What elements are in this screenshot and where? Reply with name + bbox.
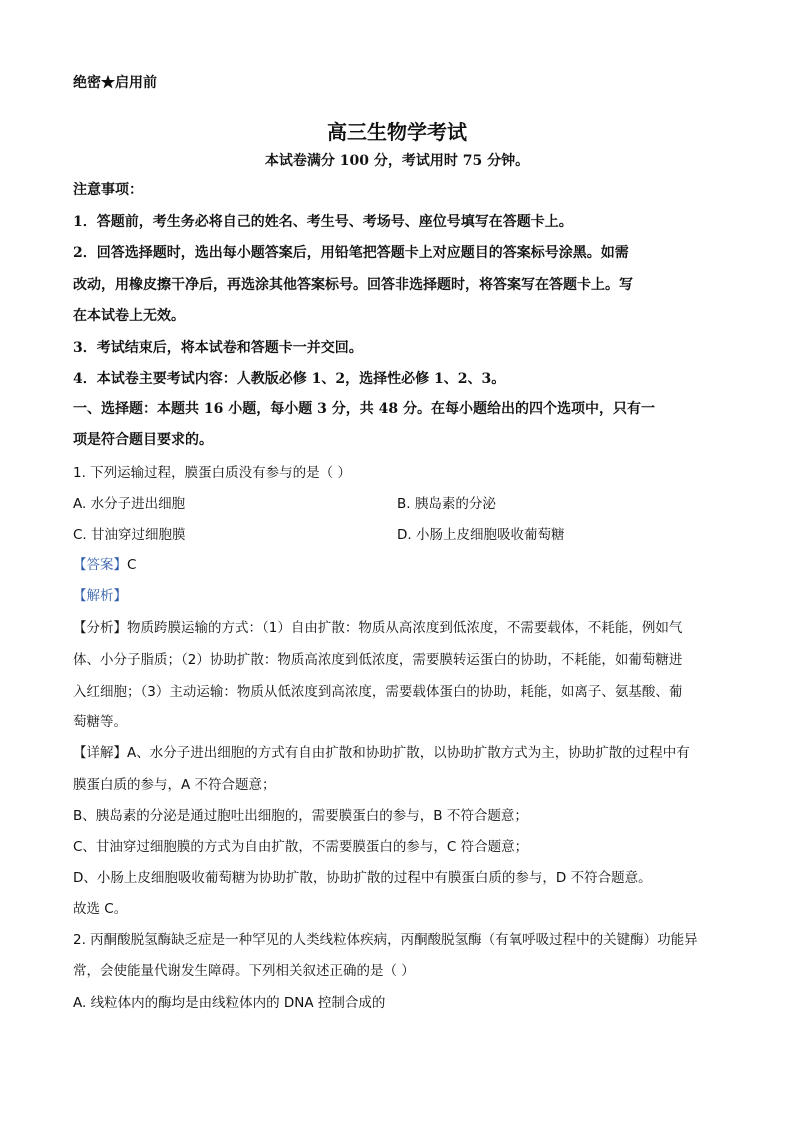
question-1-xiangjie-line-3: B、胰岛素的分泌是通过胞吐出细胞的，需要膜蛋白的参与，B 不符合题意；	[73, 808, 528, 824]
confidential-label: 绝密★启用前	[73, 75, 157, 91]
question-1-fenxi-line-2: 体、小分子脂质；（2）协助扩散：物质高浓度到低浓度，需要膜转运蛋白的协助，不耗能，如葡萄糖进	[73, 652, 683, 668]
question-1-fenxi-line-4: 萄糖等。	[73, 714, 127, 730]
section-heading-line-2: 项是符合题目要求的。	[73, 432, 213, 448]
exam-info: 本试卷满分 100 分，考试用时 75 分钟。	[264, 153, 530, 169]
question-1-option-d: D. 小肠上皮细胞吸收葡萄糖	[397, 527, 565, 543]
question-2-stem-line-2: 常，会使能量代谢发生障碍。下列相关叙述正确的是（ ）	[73, 963, 415, 979]
question-1-analysis-heading	[73, 587, 127, 605]
analysis-tag: 【解析】	[73, 588, 127, 604]
question-1-option-c: C. 甘油穿过细胞膜	[73, 527, 186, 543]
answer-tag: 【答案】	[73, 557, 127, 573]
notice-item-3: 3．考试结束后，将本试卷和答题卡一并交回。	[73, 340, 363, 356]
question-1-xiangjie-line-1	[73, 744, 690, 762]
notice-item-1: 1．答题前，考生务必将自己的姓名、考生号、考场号、座位号填写在答题卡上。	[73, 214, 573, 230]
xiangjie-text-1: A、水分子进出细胞的方式有自由扩散和协助扩散，以协助扩散方式为主，协助扩散的过程中有	[127, 745, 690, 761]
question-1-fenxi-line-1	[73, 619, 682, 637]
question-1-xiangjie-line-2: 膜蛋白质的参与，A 不符合题意；	[73, 777, 276, 793]
section-heading-line-1: 一、选择题：本题共 16 小题，每小题 3 分，共 48 分。在每小题给出的四个选项中，只有一	[73, 401, 655, 417]
xiangjie-tag: 【详解】	[73, 745, 127, 761]
question-1-answer	[73, 556, 136, 574]
question-2-stem-line-1: 2. 丙酮酸脱氢酶缺乏症是一种罕见的人类线粒体疾病，丙酮酸脱氢酶（有氧呼吸过程中的关键酶）功能异	[73, 932, 698, 948]
question-1-fenxi-line-3: 入红细胞；（3）主动运输：物质从低浓度到高浓度，需要载体蛋白的协助，耗能，如离子、氨基酸、葡	[73, 684, 683, 700]
question-1-xiangjie-line-4: C、甘油穿过细胞膜的方式为自由扩散，不需要膜蛋白的参与，C 符合题意；	[73, 839, 529, 855]
fenxi-text-1: 物质跨膜运输的方式：（1）自由扩散：物质从高浓度到低浓度，不需要载体，不耗能，例如气	[127, 620, 683, 636]
question-1-option-a: A. 水分子进出细胞	[73, 496, 186, 512]
notice-heading: 注意事项：	[73, 182, 143, 198]
question-1-stem: 1. 下列运输过程，膜蛋白质没有参与的是（ ）	[73, 465, 351, 481]
notice-item-2-line-3: 在本试卷上无效。	[73, 308, 185, 324]
answer-value: C	[127, 557, 137, 573]
fenxi-tag: 【分析】	[73, 620, 127, 636]
question-2-option-a: A. 线粒体内的酶均是由线粒体内的 DNA 控制合成的	[73, 995, 386, 1011]
question-1-conclusion: 故选 C。	[73, 901, 128, 917]
notice-item-4: 4．本试卷主要考试内容：人教版必修 1、2，选择性必修 1、2、3。	[73, 371, 506, 387]
page-title: 高三生物学考试	[327, 120, 467, 144]
question-1-xiangjie-line-5: D、小肠上皮细胞吸收葡萄糖为协助扩散，协助扩散的过程中有膜蛋白质的参与，D 不符合题意。	[73, 870, 652, 886]
question-1-option-b: B. 胰岛素的分泌	[397, 496, 496, 512]
notice-item-2-line-1: 2．回答选择题时，选出每小题答案后，用铅笔把答题卡上对应题目的答案标号涂黑。如需	[73, 245, 629, 261]
notice-item-2-line-2: 改动，用橡皮擦干净后，再选涂其他答案标号。回答非选择题时，将答案写在答题卡上。写	[73, 277, 633, 293]
